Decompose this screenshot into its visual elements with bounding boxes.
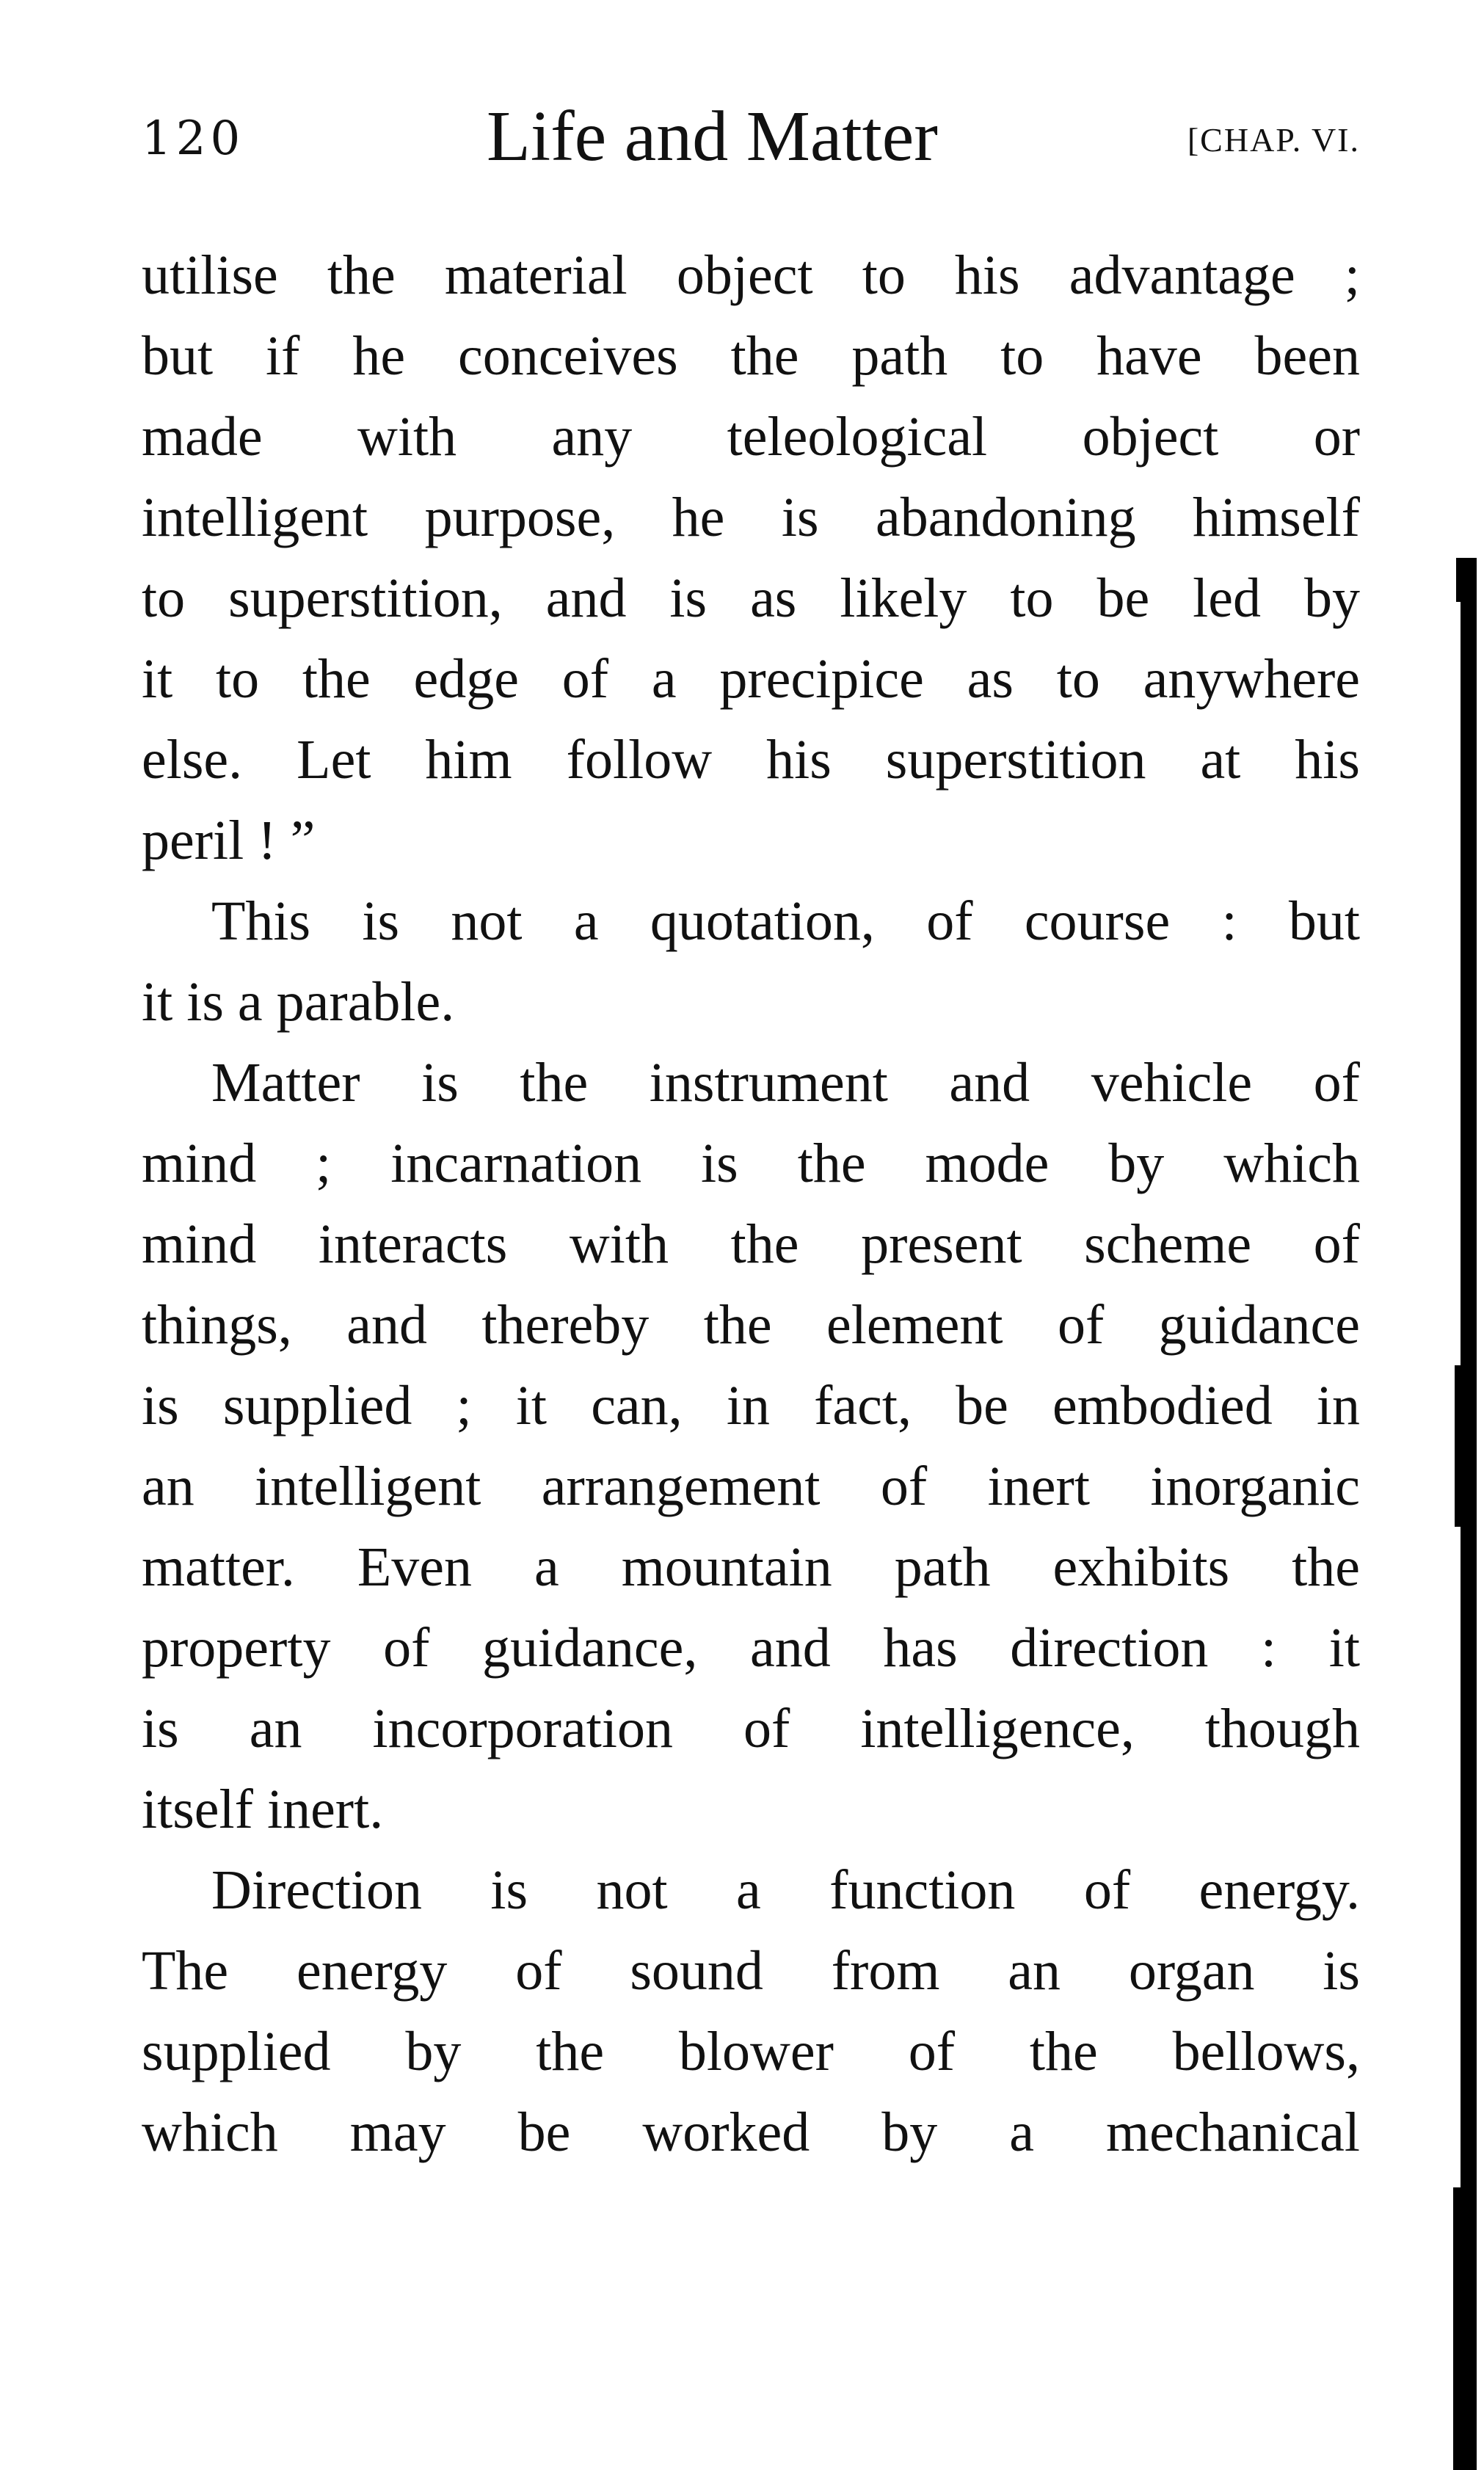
text-line: mind interacts with the present scheme of [142, 1213, 1360, 1275]
running-title: Life and Matter [487, 97, 938, 176]
text-line: things, and thereby the element of guidance [142, 1294, 1360, 1356]
text-line: peril ! ” [142, 810, 316, 871]
text-line: else. Let him follow his superstition at his [142, 729, 1360, 791]
text-line: matter. Even a mountain path exhibits the [142, 1536, 1360, 1598]
page-edge-notch [1455, 1365, 1462, 1527]
body-text [142, 235, 1360, 2173]
text-line: which may be worked by a mechanical [142, 2102, 1360, 2163]
page-edge-shadow [1461, 558, 1477, 2470]
text-line: utilise the material object to his advantage ; [142, 244, 1360, 306]
text-line: mind ; incarnation is the mode by which [142, 1133, 1360, 1194]
page-edge-notch [1456, 558, 1463, 602]
text-line: The energy of sound from an organ is [142, 1940, 1360, 2002]
text-line: made with any teleological object or [142, 406, 1360, 468]
text-line: is an incorporation of intelligence, though [142, 1698, 1360, 1759]
text-line: Matter is the instrument and vehicle of [211, 1052, 1360, 1114]
text-line: Direction is not a function of energy. [211, 1859, 1360, 1921]
text-line: intelligent purpose, he is abandoning himself [142, 487, 1360, 548]
text-line: it is a parable. [142, 971, 455, 1033]
text-line: property of guidance, and has direction : it [142, 1617, 1360, 1679]
text-line: an intelligent arrangement of inert inorganic [142, 1456, 1360, 1517]
page-header [142, 95, 1360, 198]
text-line: but if he conceives the path to have been [142, 325, 1360, 387]
text-line: is supplied ; it can, in fact, be embodied in [142, 1375, 1360, 1436]
text-line: to superstition, and is as likely to be led by [142, 567, 1360, 629]
page-edge-notch [1453, 2187, 1462, 2470]
text-line: it to the edge of a precipice as to anywhere [142, 648, 1360, 710]
page-number: 120 [142, 112, 245, 166]
chapter-label: [CHAP. VI. [1187, 121, 1360, 159]
text-line: itself inert. [142, 1779, 384, 1840]
text-line: This is not a quotation, of course : but [211, 890, 1360, 952]
text-line: supplied by the blower of the bellows, [142, 2021, 1360, 2082]
